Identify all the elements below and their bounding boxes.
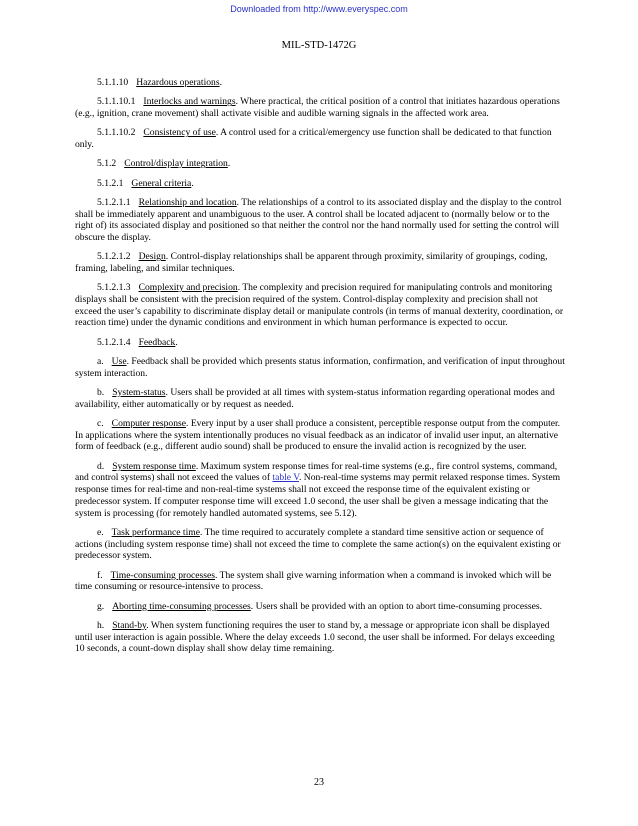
paragraph-text: .: [175, 336, 178, 348]
paragraph-number: 5.1.1.10.1: [97, 96, 136, 108]
paragraph-number: 5.1.1.10: [97, 77, 129, 88]
paragraph-text: .: [191, 177, 194, 189]
list-item-text: . Every input by a user shall produce a consistent, perceptible response output from the computer. In applications where the system intentionally produces no visual feedback as an indicator of invalid user input, an alternative form of feedback (e.g., different audio sound) shall be produced to ensure the invalid action is recognized by the user.: [75, 418, 561, 453]
document-identifier: MIL-STD-1472G: [281, 40, 357, 51]
list-item-a: [75, 356, 565, 379]
list-marker: f.: [97, 569, 103, 581]
list-item-text: . Non-real-time systems may permit relaxed response times. System response times for real-time and non-real-time systems shall not exceed the response time of the equivalent existing or predecessor system. If computer response time will exceed 1.0 second, the user shall be given a message indicating that the system is processing (for remotely handled automated systems, see 5.12).: [75, 472, 561, 519]
table-v-link[interactable]: table V: [272, 472, 299, 484]
list-item-text: . Users shall be provided with an option to abort time-consuming processes.: [250, 600, 542, 612]
list-item-text: . Feedback shall be provided which presents status information, confirmation, and verification of input throughout system interaction.: [75, 356, 565, 379]
paragraph-number: 5.1.2.1.4: [97, 336, 131, 348]
paragraph-5-1-1-10-1: [75, 96, 565, 119]
paragraph-heading: Relationship and location: [138, 196, 237, 208]
list-item-heading: Aborting time-consuming processes: [112, 600, 251, 612]
paragraph-heading: Feedback: [138, 336, 176, 348]
list-marker: b.: [97, 387, 105, 398]
paragraph-text: .: [227, 158, 231, 170]
paragraph-text: .: [219, 77, 222, 88]
paragraph-heading: Consistency of use: [143, 127, 216, 139]
paragraph-text: . Where practical, the critical position of a control that initiates hazardous operations (e.g., ignition, crane movement) shall activate visible and audible warning signals in the affected work area.: [75, 96, 560, 119]
list-item-h: [75, 620, 565, 655]
paragraph-heading: General criteria: [131, 177, 192, 189]
paragraph-5-1-2-1-4: [75, 337, 565, 349]
paragraph-5-1-1-10-2: [75, 127, 565, 150]
paragraph-heading: Design: [138, 251, 166, 263]
paragraph-number: 5.1.2.1: [97, 177, 124, 189]
paragraph-heading: Control/display integration: [124, 158, 228, 170]
list-item-text: . The system shall give warning information when a command is invoked which will be time consuming or resource-intensive to process.: [75, 569, 552, 593]
list-item-heading: System response time: [112, 460, 196, 472]
list-marker: g.: [97, 600, 105, 612]
list-item-heading: Stand-by: [112, 619, 147, 631]
list-item-heading: Use: [111, 356, 127, 367]
paragraph-5-1-2-1-2: [75, 251, 565, 274]
paragraph-heading: Complexity and precision: [138, 282, 238, 294]
list-item-heading: Task performance time: [111, 526, 200, 538]
list-item-b: [75, 387, 565, 410]
list-item-text: . When system functioning requires the user to stand by, a message or appropriate icon shall be displayed until user interaction is again possible. Where the delay exceeds 1.0 second, the user shall be informed. For delays exceeding 10 seconds, a count-down display shall show delay time remaining.: [75, 619, 555, 655]
paragraph-number: 5.1.2.1.2: [97, 251, 131, 263]
list-item-f: [75, 570, 565, 593]
page-number: 23: [314, 777, 324, 788]
paragraph-5-1-2-1-1: [75, 197, 565, 244]
list-marker: d.: [97, 460, 105, 472]
download-watermark[interactable]: Downloaded from http://www.everyspec.com: [230, 4, 408, 14]
document-body: [75, 77, 565, 663]
paragraph-text: . The complexity and precision required for manipulating controls and monitoring displays shall be consistent with the precision required of the system. Control-display complexity and precision shall not exceed the user’s capability to discriminate display detail or manipulate controls (in terms of manual dexterity, coordination, or reaction time) under the dynamic conditions and environment in which human performance is expected to occur.: [75, 282, 564, 329]
list-item-e: [75, 527, 565, 562]
paragraph-5-1-1-10: [75, 77, 565, 89]
paragraph-text: . A control used for a critical/emergency use function shall be dedicated to that function only.: [75, 127, 552, 150]
list-item-text: . Maximum system response times for real-time systems (e.g., fire control systems, command, and control systems) shall not exceed the values of: [75, 460, 558, 484]
list-item-text: . The time required to accurately complete a standard time sensitive action or sequence of actions (including system response time) shall not exceed the time to complete the same action(s) on the equivalent existing or predecessor system.: [75, 526, 561, 562]
paragraph-text: . The relationships of a control to its associated display and the display to the control shall be immediately apparent and unambiguous to the user. A control shall be located adjacent to (normally below or to the right of) its associated display and positioned so that neither the control nor the hand normally used for setting the control will obscure the display.: [75, 196, 562, 243]
list-item-g: [75, 601, 565, 613]
paragraph-heading: Interlocks and warnings: [143, 96, 236, 108]
list-marker: h.: [97, 619, 105, 631]
paragraph-number: 5.1.1.10.2: [97, 127, 136, 139]
paragraph-number: 5.1.2: [97, 158, 117, 170]
list-marker: a.: [97, 356, 104, 367]
list-item-heading: Time-consuming processes: [110, 569, 215, 581]
paragraph-5-1-2-1-3: [75, 282, 565, 329]
paragraph-text: . Control-display relationships shall be apparent through proximity, similarity of groupings, coding, framing, labeling, and similar techniques.: [75, 251, 548, 274]
list-marker: e.: [97, 526, 104, 538]
paragraph-5-1-2: [75, 158, 565, 170]
paragraph-heading: Hazardous operations: [136, 77, 220, 88]
list-item-d: [75, 461, 565, 520]
list-item-heading: Computer response: [111, 418, 187, 429]
paragraph-number: 5.1.2.1.1: [97, 196, 131, 208]
paragraph-5-1-2-1: [75, 178, 565, 190]
list-item-heading: System-status: [112, 387, 166, 398]
list-item-c: [75, 418, 565, 453]
list-item-text: . Users shall be provided at all times with system-status information regarding operational modes and availability, either automatically or by request as needed.: [75, 387, 555, 410]
paragraph-number: 5.1.2.1.3: [97, 282, 131, 294]
list-marker: c.: [97, 418, 104, 429]
